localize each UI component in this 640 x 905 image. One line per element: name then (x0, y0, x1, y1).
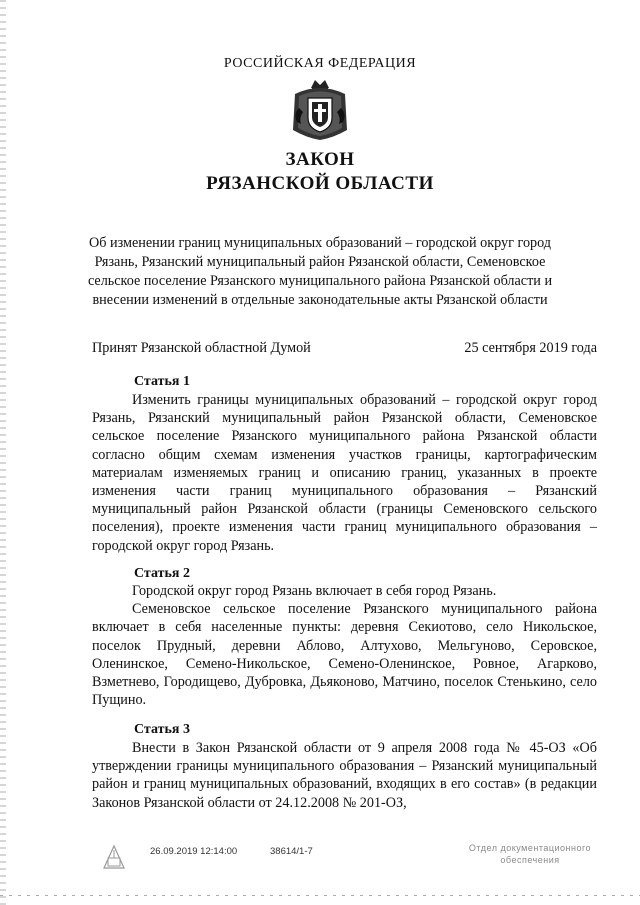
registration-datetime: 26.09.2019 12:14:00 (150, 846, 238, 857)
article-3-title: Статья 3 (134, 722, 190, 737)
article-1-paragraph: Изменить границы муниципальных образований – городской округ город Рязань, Рязанский муниципальный район Рязанской области, Семеновское сельское поселение Рязанского муниципального района Рязанской области согласно общим схемам изменения участков границы, картографическим материалам изменяемых границ и описанию границ, указанных в проекте изменения части границ муниципального образования – Рязанский муниципальный район Рязанской области (границы Семеновского сельского поселения), проекте изменения части границ муниципального образования – городской округ город Рязань. (92, 392, 597, 554)
adoption-line (92, 340, 597, 357)
article-1-title: Статья 1 (134, 374, 190, 389)
article-1-body (92, 391, 597, 555)
law-subject: Об изменении границ муниципальных образований – городской округ город Рязань, Рязанский муниципальный район Рязанской области, Семеновское сельское поселение Рязанского муниципального района Рязанской области и внесении изменений в отдельные законодательные акты Рязанской области (87, 235, 553, 308)
department-stamp (450, 842, 610, 866)
adopted-by: Принят Рязанской областной Думой (92, 340, 311, 356)
registration-number: 38614/1-7 (270, 846, 313, 857)
article-3-body (92, 739, 597, 812)
title-line-2: РЯЗАНСКОЙ ОБЛАСТИ (206, 173, 434, 194)
law-title (0, 148, 640, 196)
article-2-paragraph-2: Семеновское сельское поселение Рязанского муниципального района включает в себя населенные пункты: деревня Секиотово, село Никольское, поселок Прудный, деревни Аблово, Алтухово, Мельгуново, Серовское, Оленинское, Семено-Никольское, Семено-Оленинское, Ровное, Агарково, Взметнево, Городищево, Дубровка, Дьяконово, Матчино, поселок Стенькино, село Пущино. (92, 601, 597, 709)
article-3-paragraph: Внести в Закон Рязанской области от 9 апреля 2008 года № 45-ОЗ «Об утверждении границы муниципального образования – Рязанский муниципальный район и границ муниципальных образований, входящих в его состав» (в редакции Законов Рязанской области от 24.12.2008 № 201-ОЗ, (92, 740, 597, 811)
coat-of-arms-icon (289, 78, 351, 142)
registration-footer (0, 842, 640, 882)
department-line-2: обеспечения (500, 855, 560, 865)
scan-artifact-line (0, 895, 640, 896)
department-line-1: Отдел документационного (468, 843, 592, 853)
adoption-date: 25 сентября 2019 года (464, 340, 597, 356)
duma-logo-icon (100, 842, 128, 872)
scan-edge (0, 0, 6, 905)
article-2-title: Статья 2 (134, 566, 190, 581)
title-line-1: ЗАКОН (285, 149, 355, 170)
country-header: РОССИЙСКАЯ ФЕДЕРАЦИЯ (223, 56, 417, 71)
article-2-paragraph-1: Городской округ город Рязань включает в себя город Рязань. (132, 583, 497, 599)
article-2-body (92, 582, 597, 709)
